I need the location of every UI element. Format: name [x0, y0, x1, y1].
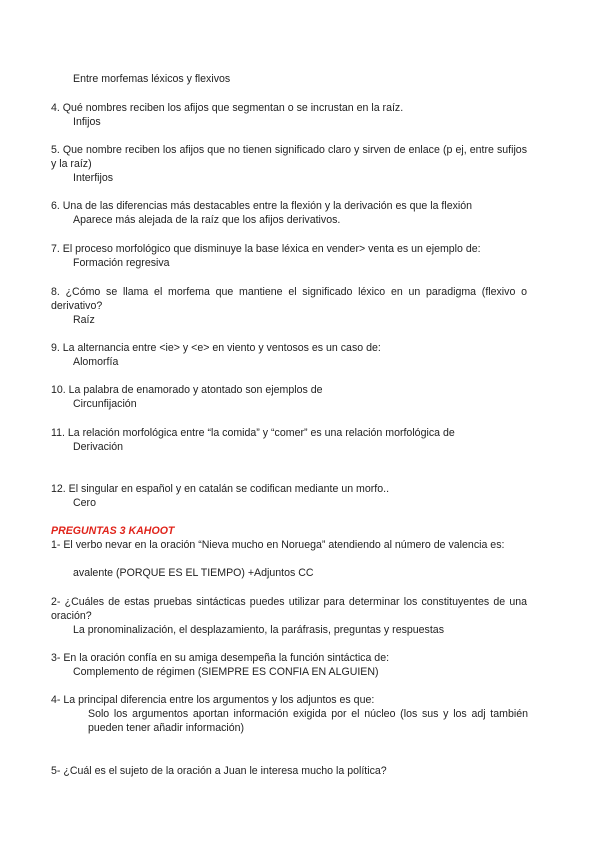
section-heading: PREGUNTAS 3 KAHOOT — [51, 525, 175, 537]
question-7: 7. El proceso morfológico que disminuye la base léxica en vender> venta es un ejemplo de: — [51, 243, 481, 255]
question-10: 10. La palabra de enamorado y atontado son ejemplos de — [51, 384, 323, 396]
answer-11: Derivación — [73, 441, 124, 453]
answer-line: Entre morfemas léxicos y flexivos — [73, 73, 231, 85]
kahoot-question-2: 2- ¿Cuáles de estas pruebas sintácticas puedes utilizar para determinar los constituyentes de una oración? — [51, 596, 527, 622]
question-6: 6. Una de las diferencias más destacables entre la flexión y la derivación es que la flexión — [51, 200, 473, 212]
question-4: 4. Qué nombres reciben los afijos que segmentan o se incrustan en la raíz. — [51, 102, 404, 114]
answer-4: Infijos — [73, 116, 101, 128]
question-5: 5. Que nombre reciben los afijos que no tienen significado claro y sirven de enlace (p ej, entre sufijos y la raíz) — [51, 144, 527, 170]
kahoot-question-1: 1- El verbo nevar en la oración “Nieva mucho en Noruega” atendiendo al número de valencia es: — [51, 539, 505, 551]
answer-12: Cero — [73, 497, 96, 509]
kahoot-answer-3: Complemento de régimen (SIEMPRE ES CONFIA EN ALGUIEN) — [73, 666, 379, 678]
kahoot-question-4: 4- La principal diferencia entre los argumentos y los adjuntos es que: — [51, 694, 375, 706]
kahoot-question-5: 5- ¿Cuál es el sujeto de la oración a Juan le interesa mucho la política? — [51, 765, 387, 777]
kahoot-answer-1: avalente (PORQUE ES EL TIEMPO) +Adjuntos CC — [73, 567, 314, 579]
kahoot-answer-4: Solo los argumentos aportan información exigida por el núcleo (los sus y los adj también pueden tener añadir información) — [88, 708, 528, 734]
question-11: 11. La relación morfológica entre “la comida” y “comer” es una relación morfológica de — [51, 427, 455, 439]
kahoot-answer-2: La pronominalización, el desplazamiento, la paráfrasis, preguntas y respuestas — [73, 624, 444, 636]
answer-9: Alomorfía — [73, 356, 119, 368]
kahoot-question-3: 3- En la oración confía en su amiga desempeña la función sintáctica de: — [51, 652, 390, 664]
answer-6: Aparece más alejada de la raíz que los afijos derivativos. — [73, 214, 341, 226]
answer-8: Raíz — [73, 314, 95, 326]
question-9: 9. La alternancia entre <ie> y <e> en viento y ventosos es un caso de: — [51, 342, 381, 354]
answer-10: Circunfijación — [73, 398, 137, 410]
answer-5: Interfijos — [73, 172, 114, 184]
answer-7: Formación regresiva — [73, 257, 170, 269]
question-8: 8. ¿Cómo se llama el morfema que mantiene el significado léxico en un paradigma (flexivo o derivativo? — [51, 286, 527, 312]
question-12: 12. El singular en español y en catalán se codifican mediante un morfo.. — [51, 483, 390, 495]
